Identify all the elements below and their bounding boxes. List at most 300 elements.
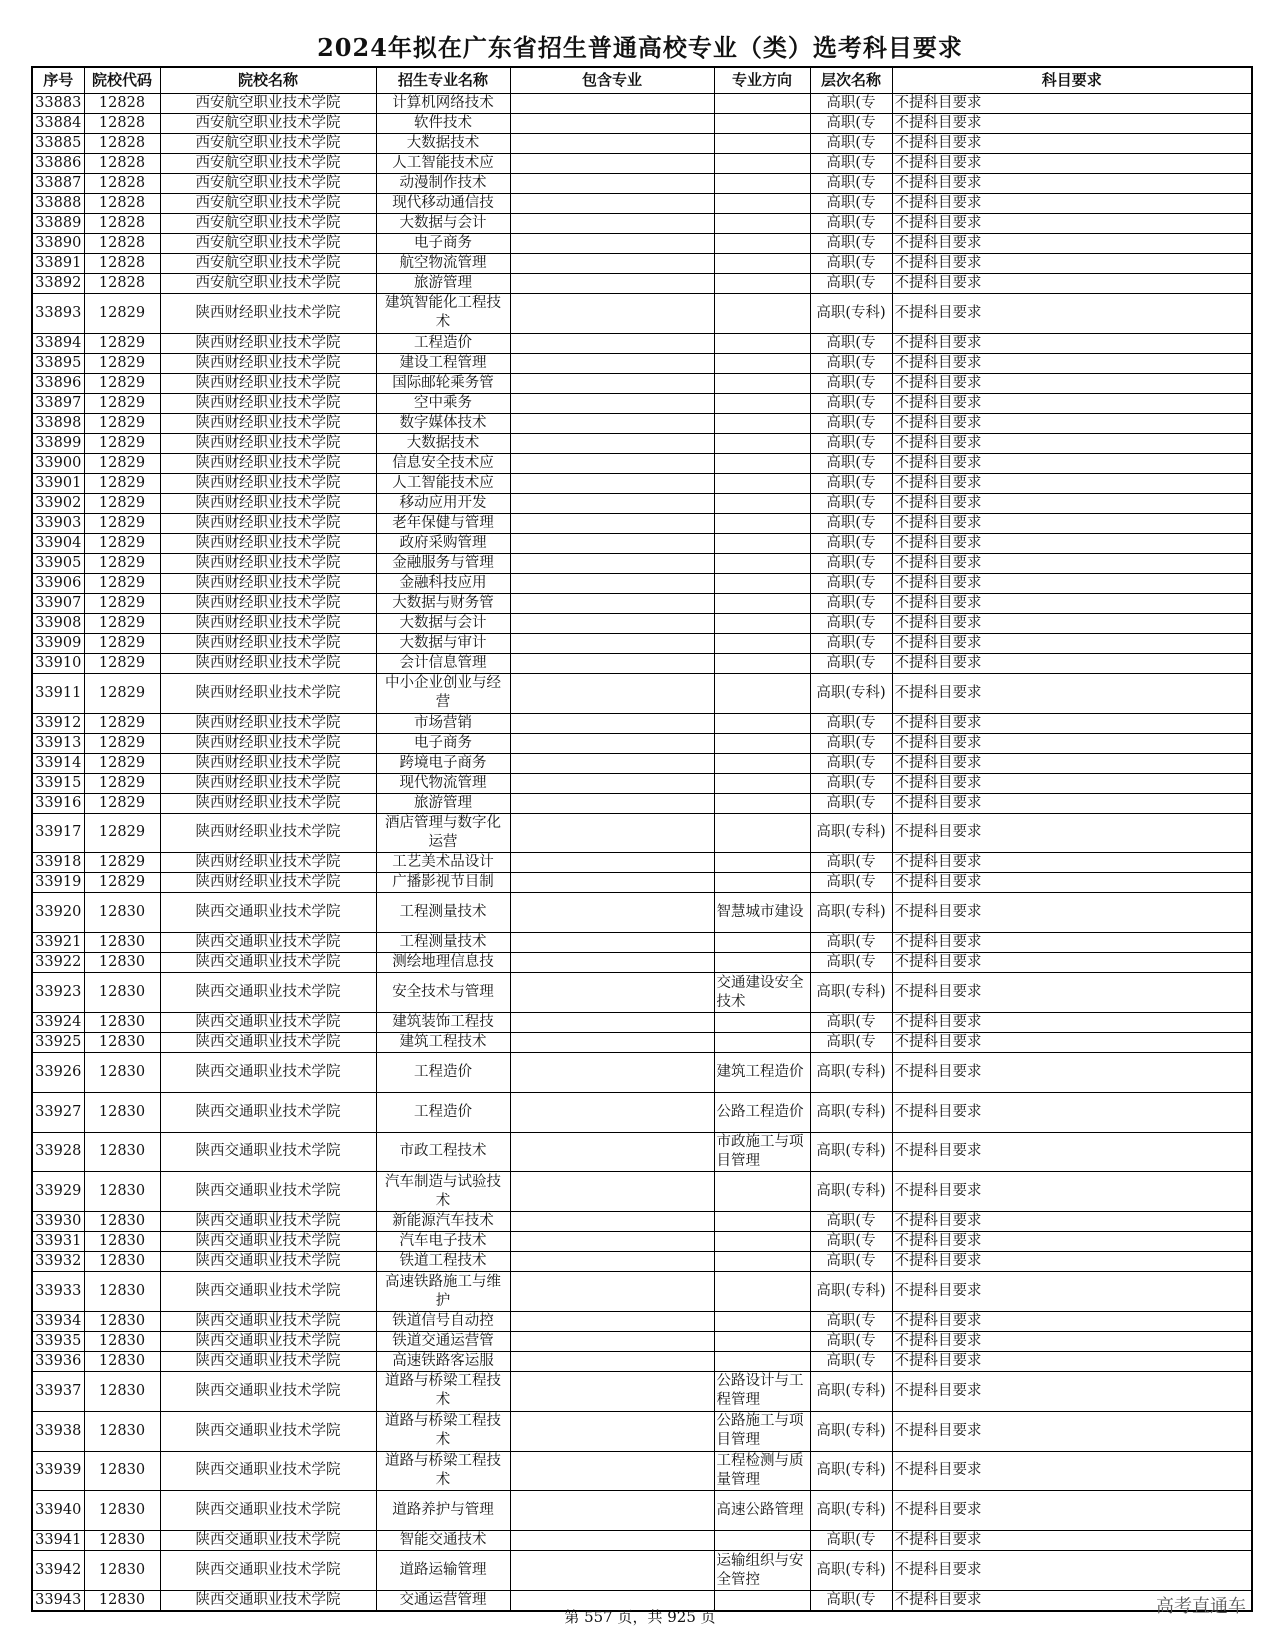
cell-code: 12829 <box>84 393 160 413</box>
cell-code: 12828 <box>84 174 160 194</box>
cell-major: 汽车制造与试验技术 <box>376 1172 510 1212</box>
cell-included <box>510 493 714 513</box>
cell-school: 西安航空职业技术学院 <box>160 154 376 174</box>
cell-included <box>510 1451 714 1491</box>
cell-code: 12829 <box>84 513 160 533</box>
cell-direction: 智慧城市建设 <box>714 893 810 933</box>
cell-level: 高职(专 <box>810 533 892 553</box>
cell-code: 12830 <box>84 1132 160 1172</box>
cell-school: 西安航空职业技术学院 <box>160 234 376 254</box>
table-row <box>32 873 1252 893</box>
cell-level: 高职(专 <box>810 393 892 413</box>
table-row <box>32 254 1252 274</box>
cell-requirement: 不提科目要求 <box>892 553 1252 573</box>
cell-requirement: 不提科目要求 <box>892 94 1252 114</box>
cell-code: 12828 <box>84 254 160 274</box>
cell-direction <box>714 673 810 713</box>
cell-included <box>510 154 714 174</box>
cell-requirement: 不提科目要求 <box>892 393 1252 413</box>
cell-school: 陕西交通职业技术学院 <box>160 1590 376 1611</box>
cell-included <box>510 114 714 134</box>
cell-direction <box>714 1252 810 1272</box>
cell-major: 现代物流管理 <box>376 773 510 793</box>
cell-seq: 33943 <box>32 1590 84 1611</box>
table-row <box>32 513 1252 533</box>
cell-major: 大数据与审计 <box>376 633 510 653</box>
cell-school: 陕西交通职业技术学院 <box>160 1252 376 1272</box>
cell-code: 12829 <box>84 633 160 653</box>
cell-direction <box>714 393 810 413</box>
cell-level: 高职(专 <box>810 154 892 174</box>
cell-direction <box>714 294 810 334</box>
cell-school: 陕西财经职业技术学院 <box>160 413 376 433</box>
cell-included <box>510 94 714 114</box>
cell-school: 陕西交通职业技术学院 <box>160 1272 376 1312</box>
cell-direction: 公路施工与项目管理 <box>714 1411 810 1451</box>
table-row <box>32 1172 1252 1212</box>
cell-requirement: 不提科目要求 <box>892 873 1252 893</box>
cell-level: 高职(专 <box>810 853 892 873</box>
cell-requirement: 不提科目要求 <box>892 234 1252 254</box>
table-row <box>32 1351 1252 1371</box>
cell-included <box>510 1252 714 1272</box>
cell-major: 大数据与会计 <box>376 613 510 633</box>
cell-school: 西安航空职业技术学院 <box>160 114 376 134</box>
cell-school: 陕西交通职业技术学院 <box>160 1371 376 1411</box>
cell-major: 交通运营管理 <box>376 1590 510 1611</box>
cell-seq: 33931 <box>32 1232 84 1252</box>
cell-included <box>510 473 714 493</box>
cell-direction: 交通建设安全技术 <box>714 973 810 1013</box>
cell-requirement: 不提科目要求 <box>892 194 1252 214</box>
cell-major: 道路与桥梁工程技术 <box>376 1451 510 1491</box>
cell-level: 高职(专科) <box>810 1272 892 1312</box>
cell-school: 西安航空职业技术学院 <box>160 254 376 274</box>
table-row <box>32 174 1252 194</box>
cell-level: 高职(专科) <box>810 813 892 853</box>
cell-code: 12829 <box>84 473 160 493</box>
table-row <box>32 893 1252 933</box>
cell-major: 人工智能技术应 <box>376 473 510 493</box>
cell-included <box>510 373 714 393</box>
cell-major: 工程测量技术 <box>376 933 510 953</box>
cell-level: 高职(专科) <box>810 1052 892 1092</box>
cell-major: 计算机网络技术 <box>376 94 510 114</box>
cell-direction <box>714 633 810 653</box>
cell-direction <box>714 413 810 433</box>
cell-code: 12829 <box>84 453 160 473</box>
cell-direction <box>714 813 810 853</box>
cell-level: 高职(专 <box>810 653 892 673</box>
cell-requirement: 不提科目要求 <box>892 353 1252 373</box>
cell-school: 陕西财经职业技术学院 <box>160 453 376 473</box>
cell-requirement: 不提科目要求 <box>892 753 1252 773</box>
cell-direction <box>714 333 810 353</box>
cell-seq: 33898 <box>32 413 84 433</box>
table-row <box>32 813 1252 853</box>
table-row <box>32 793 1252 813</box>
cell-code: 12830 <box>84 1590 160 1611</box>
cell-requirement: 不提科目要求 <box>892 453 1252 473</box>
cell-direction <box>714 773 810 793</box>
cell-school: 陕西交通职业技术学院 <box>160 1172 376 1212</box>
cell-direction <box>714 493 810 513</box>
cell-school: 西安航空职业技术学院 <box>160 134 376 154</box>
cell-major: 市场营销 <box>376 713 510 733</box>
cell-school: 陕西交通职业技术学院 <box>160 1092 376 1132</box>
cell-school: 陕西财经职业技术学院 <box>160 393 376 413</box>
cell-included <box>510 573 714 593</box>
cell-included <box>510 294 714 334</box>
cell-included <box>510 773 714 793</box>
cell-school: 陕西财经职业技术学院 <box>160 573 376 593</box>
brand-logo: 高考直通车 <box>1156 1596 1246 1617</box>
cell-included <box>510 1411 714 1451</box>
cell-direction <box>714 1351 810 1371</box>
cell-direction <box>714 1531 810 1551</box>
cell-included <box>510 513 714 533</box>
cell-major: 建筑智能化工程技术 <box>376 294 510 334</box>
table-row <box>32 154 1252 174</box>
table-row <box>32 1212 1252 1232</box>
table-row <box>32 234 1252 254</box>
cell-seq: 33905 <box>32 553 84 573</box>
cell-seq: 33902 <box>32 493 84 513</box>
cell-school: 西安航空职业技术学院 <box>160 214 376 234</box>
cell-requirement: 不提科目要求 <box>892 1531 1252 1551</box>
cell-seq: 33915 <box>32 773 84 793</box>
cell-included <box>510 893 714 933</box>
cell-school: 陕西交通职业技术学院 <box>160 1232 376 1252</box>
cell-included <box>510 134 714 154</box>
col-header-code: 院校代码 <box>84 67 160 94</box>
cell-included <box>510 1232 714 1252</box>
cell-level: 高职(专科) <box>810 973 892 1013</box>
cell-requirement: 不提科目要求 <box>892 733 1252 753</box>
table-row <box>32 973 1252 1013</box>
table-row <box>32 214 1252 234</box>
cell-requirement: 不提科目要求 <box>892 1052 1252 1092</box>
cell-school: 陕西财经职业技术学院 <box>160 793 376 813</box>
cell-level: 高职(专科) <box>810 294 892 334</box>
cell-school: 陕西财经职业技术学院 <box>160 353 376 373</box>
cell-requirement: 不提科目要求 <box>892 373 1252 393</box>
table-row <box>32 713 1252 733</box>
cell-requirement: 不提科目要求 <box>892 154 1252 174</box>
cell-included <box>510 1351 714 1371</box>
cell-seq: 33910 <box>32 653 84 673</box>
cell-level: 高职(专 <box>810 1351 892 1371</box>
cell-school: 陕西交通职业技术学院 <box>160 1311 376 1331</box>
cell-requirement: 不提科目要求 <box>892 1232 1252 1252</box>
cell-major: 动漫制作技术 <box>376 174 510 194</box>
header-row <box>32 67 1252 94</box>
cell-included <box>510 953 714 973</box>
table-row <box>32 613 1252 633</box>
cell-direction <box>714 713 810 733</box>
cell-seq: 33885 <box>32 134 84 154</box>
cell-school: 陕西交通职业技术学院 <box>160 1212 376 1232</box>
table-row <box>32 673 1252 713</box>
cell-code: 12829 <box>84 553 160 573</box>
cell-level: 高职(专 <box>810 513 892 533</box>
cell-included <box>510 274 714 294</box>
cell-requirement: 不提科目要求 <box>892 633 1252 653</box>
cell-seq: 33904 <box>32 533 84 553</box>
cell-seq: 33919 <box>32 873 84 893</box>
cell-code: 12830 <box>84 893 160 933</box>
cell-seq: 33933 <box>32 1272 84 1312</box>
cell-level: 高职(专科) <box>810 1411 892 1451</box>
cell-direction <box>714 873 810 893</box>
table-row <box>32 94 1252 114</box>
cell-school: 陕西财经职业技术学院 <box>160 553 376 573</box>
cell-major: 工程造价 <box>376 1052 510 1092</box>
cell-seq: 33924 <box>32 1012 84 1032</box>
cell-school: 陕西财经职业技术学院 <box>160 813 376 853</box>
cell-seq: 33928 <box>32 1132 84 1172</box>
cell-code: 12829 <box>84 433 160 453</box>
cell-direction <box>714 1012 810 1032</box>
cell-included <box>510 1032 714 1052</box>
cell-direction <box>714 373 810 393</box>
cell-seq: 33922 <box>32 953 84 973</box>
cell-code: 12830 <box>84 1272 160 1312</box>
cell-code: 12829 <box>84 373 160 393</box>
cell-seq: 33884 <box>32 114 84 134</box>
cell-major: 大数据技术 <box>376 134 510 154</box>
cell-seq: 33892 <box>32 274 84 294</box>
cell-included <box>510 873 714 893</box>
cell-included <box>510 713 714 733</box>
cell-requirement: 不提科目要求 <box>892 1172 1252 1212</box>
cell-school: 陕西财经职业技术学院 <box>160 433 376 453</box>
cell-level: 高职(专 <box>810 94 892 114</box>
cell-seq: 33883 <box>32 94 84 114</box>
cell-included <box>510 1092 714 1132</box>
cell-requirement: 不提科目要求 <box>892 174 1252 194</box>
cell-code: 12830 <box>84 1491 160 1531</box>
cell-included <box>510 1052 714 1092</box>
cell-direction: 建筑工程造价 <box>714 1052 810 1092</box>
cell-direction <box>714 1212 810 1232</box>
cell-major: 软件技术 <box>376 114 510 134</box>
table-row <box>32 933 1252 953</box>
table-row <box>32 553 1252 573</box>
cell-requirement: 不提科目要求 <box>892 1311 1252 1331</box>
cell-code: 12828 <box>84 194 160 214</box>
cell-major: 道路养护与管理 <box>376 1491 510 1531</box>
cell-direction <box>714 214 810 234</box>
cell-major: 大数据技术 <box>376 433 510 453</box>
cell-included <box>510 393 714 413</box>
cell-major: 金融科技应用 <box>376 573 510 593</box>
cell-seq: 33914 <box>32 753 84 773</box>
cell-school: 陕西交通职业技术学院 <box>160 1531 376 1551</box>
cell-code: 12828 <box>84 234 160 254</box>
cell-school: 陕西财经职业技术学院 <box>160 773 376 793</box>
cell-requirement: 不提科目要求 <box>892 1351 1252 1371</box>
cell-direction <box>714 1172 810 1212</box>
cell-included <box>510 194 714 214</box>
cell-code: 12830 <box>84 1252 160 1272</box>
table-row <box>32 533 1252 553</box>
table-row <box>32 1531 1252 1551</box>
cell-seq: 33918 <box>32 853 84 873</box>
cell-code: 12830 <box>84 933 160 953</box>
table-row <box>32 274 1252 294</box>
cell-direction <box>714 593 810 613</box>
cell-requirement: 不提科目要求 <box>892 1551 1252 1591</box>
cell-seq: 33896 <box>32 373 84 393</box>
cell-level: 高职(专科) <box>810 1491 892 1531</box>
table-row <box>32 733 1252 753</box>
table-row <box>32 1331 1252 1351</box>
cell-requirement: 不提科目要求 <box>892 953 1252 973</box>
cell-level: 高职(专 <box>810 953 892 973</box>
cell-major: 酒店管理与数字化运营 <box>376 813 510 853</box>
cell-requirement: 不提科目要求 <box>892 1032 1252 1052</box>
cell-seq: 33942 <box>32 1551 84 1591</box>
cell-seq: 33938 <box>32 1411 84 1451</box>
cell-level: 高职(专 <box>810 214 892 234</box>
cell-school: 陕西财经职业技术学院 <box>160 853 376 873</box>
cell-level: 高职(专科) <box>810 1132 892 1172</box>
table-row <box>32 353 1252 373</box>
table-row <box>32 753 1252 773</box>
cell-major: 智能交通技术 <box>376 1531 510 1551</box>
cell-major: 测绘地理信息技 <box>376 953 510 973</box>
cell-seq: 33920 <box>32 893 84 933</box>
cell-code: 12829 <box>84 613 160 633</box>
cell-seq: 33939 <box>32 1451 84 1491</box>
cell-code: 12828 <box>84 134 160 154</box>
cell-school: 西安航空职业技术学院 <box>160 194 376 214</box>
cell-school: 陕西交通职业技术学院 <box>160 893 376 933</box>
cell-requirement: 不提科目要求 <box>892 433 1252 453</box>
cell-included <box>510 533 714 553</box>
cell-level: 高职(专 <box>810 753 892 773</box>
cell-included <box>510 254 714 274</box>
table-row <box>32 1551 1252 1591</box>
cell-school: 陕西财经职业技术学院 <box>160 753 376 773</box>
cell-direction <box>714 1311 810 1331</box>
cell-included <box>510 1132 714 1172</box>
table-row <box>32 1311 1252 1331</box>
cell-seq: 33925 <box>32 1032 84 1052</box>
table-row <box>32 1411 1252 1451</box>
cell-requirement: 不提科目要求 <box>892 573 1252 593</box>
cell-level: 高职(专 <box>810 234 892 254</box>
cell-direction <box>714 533 810 553</box>
cell-requirement: 不提科目要求 <box>892 254 1252 274</box>
cell-included <box>510 1531 714 1551</box>
cell-major: 汽车电子技术 <box>376 1232 510 1252</box>
cell-major: 空中乘务 <box>376 393 510 413</box>
cell-school: 陕西交通职业技术学院 <box>160 933 376 953</box>
cell-seq: 33935 <box>32 1331 84 1351</box>
cell-major: 信息安全技术应 <box>376 453 510 473</box>
cell-level: 高职(专 <box>810 1232 892 1252</box>
cell-requirement: 不提科目要求 <box>892 1132 1252 1172</box>
cell-level: 高职(专 <box>810 773 892 793</box>
cell-major: 跨境电子商务 <box>376 753 510 773</box>
cell-code: 12830 <box>84 1371 160 1411</box>
cell-code: 12829 <box>84 294 160 334</box>
cell-code: 12829 <box>84 353 160 373</box>
cell-requirement: 不提科目要求 <box>892 214 1252 234</box>
cell-code: 12829 <box>84 873 160 893</box>
cell-requirement: 不提科目要求 <box>892 793 1252 813</box>
cell-school: 陕西财经职业技术学院 <box>160 493 376 513</box>
cell-school: 陕西交通职业技术学院 <box>160 1331 376 1351</box>
cell-direction: 运输组织与安全管控 <box>714 1551 810 1591</box>
cell-seq: 33903 <box>32 513 84 533</box>
cell-seq: 33936 <box>32 1351 84 1371</box>
cell-included <box>510 1272 714 1312</box>
cell-code: 12829 <box>84 593 160 613</box>
cell-included <box>510 1311 714 1331</box>
cell-code: 12828 <box>84 154 160 174</box>
cell-level: 高职(专 <box>810 134 892 154</box>
cell-requirement: 不提科目要求 <box>892 1491 1252 1531</box>
cell-school: 陕西财经职业技术学院 <box>160 733 376 753</box>
cell-direction: 公路设计与工程管理 <box>714 1371 810 1411</box>
table-row <box>32 333 1252 353</box>
cell-major: 电子商务 <box>376 733 510 753</box>
cell-code: 12829 <box>84 673 160 713</box>
cell-included <box>510 1172 714 1212</box>
table-row <box>32 453 1252 473</box>
cell-code: 12829 <box>84 413 160 433</box>
cell-direction <box>714 473 810 493</box>
cell-requirement: 不提科目要求 <box>892 1012 1252 1032</box>
cell-major: 广播影视节目制 <box>376 873 510 893</box>
cell-major: 旅游管理 <box>376 274 510 294</box>
cell-level: 高职(专科) <box>810 1551 892 1591</box>
table-row <box>32 433 1252 453</box>
cell-requirement: 不提科目要求 <box>892 813 1252 853</box>
col-header-requirement: 科目要求 <box>892 67 1252 94</box>
cell-requirement: 不提科目要求 <box>892 1252 1252 1272</box>
cell-included <box>510 593 714 613</box>
cell-code: 12830 <box>84 973 160 1013</box>
cell-direction <box>714 613 810 633</box>
cell-seq: 33923 <box>32 973 84 1013</box>
cell-seq: 33916 <box>32 793 84 813</box>
cell-level: 高职(专 <box>810 194 892 214</box>
cell-major: 工程造价 <box>376 1092 510 1132</box>
cell-code: 12830 <box>84 1531 160 1551</box>
cell-level: 高职(专 <box>810 1531 892 1551</box>
cell-major: 铁道信号自动控 <box>376 1311 510 1331</box>
cell-level: 高职(专 <box>810 573 892 593</box>
cell-school: 陕西交通职业技术学院 <box>160 1491 376 1531</box>
cell-school: 西安航空职业技术学院 <box>160 174 376 194</box>
cell-level: 高职(专 <box>810 493 892 513</box>
cell-direction: 市政施工与项目管理 <box>714 1132 810 1172</box>
cell-code: 12829 <box>84 733 160 753</box>
cell-seq: 33889 <box>32 214 84 234</box>
cell-included <box>510 333 714 353</box>
cell-requirement: 不提科目要求 <box>892 973 1252 1013</box>
cell-major: 政府采购管理 <box>376 533 510 553</box>
cell-major: 安全技术与管理 <box>376 973 510 1013</box>
cell-major: 老年保健与管理 <box>376 513 510 533</box>
cell-level: 高职(专 <box>810 274 892 294</box>
table-row <box>32 1371 1252 1411</box>
cell-school: 陕西交通职业技术学院 <box>160 1411 376 1451</box>
